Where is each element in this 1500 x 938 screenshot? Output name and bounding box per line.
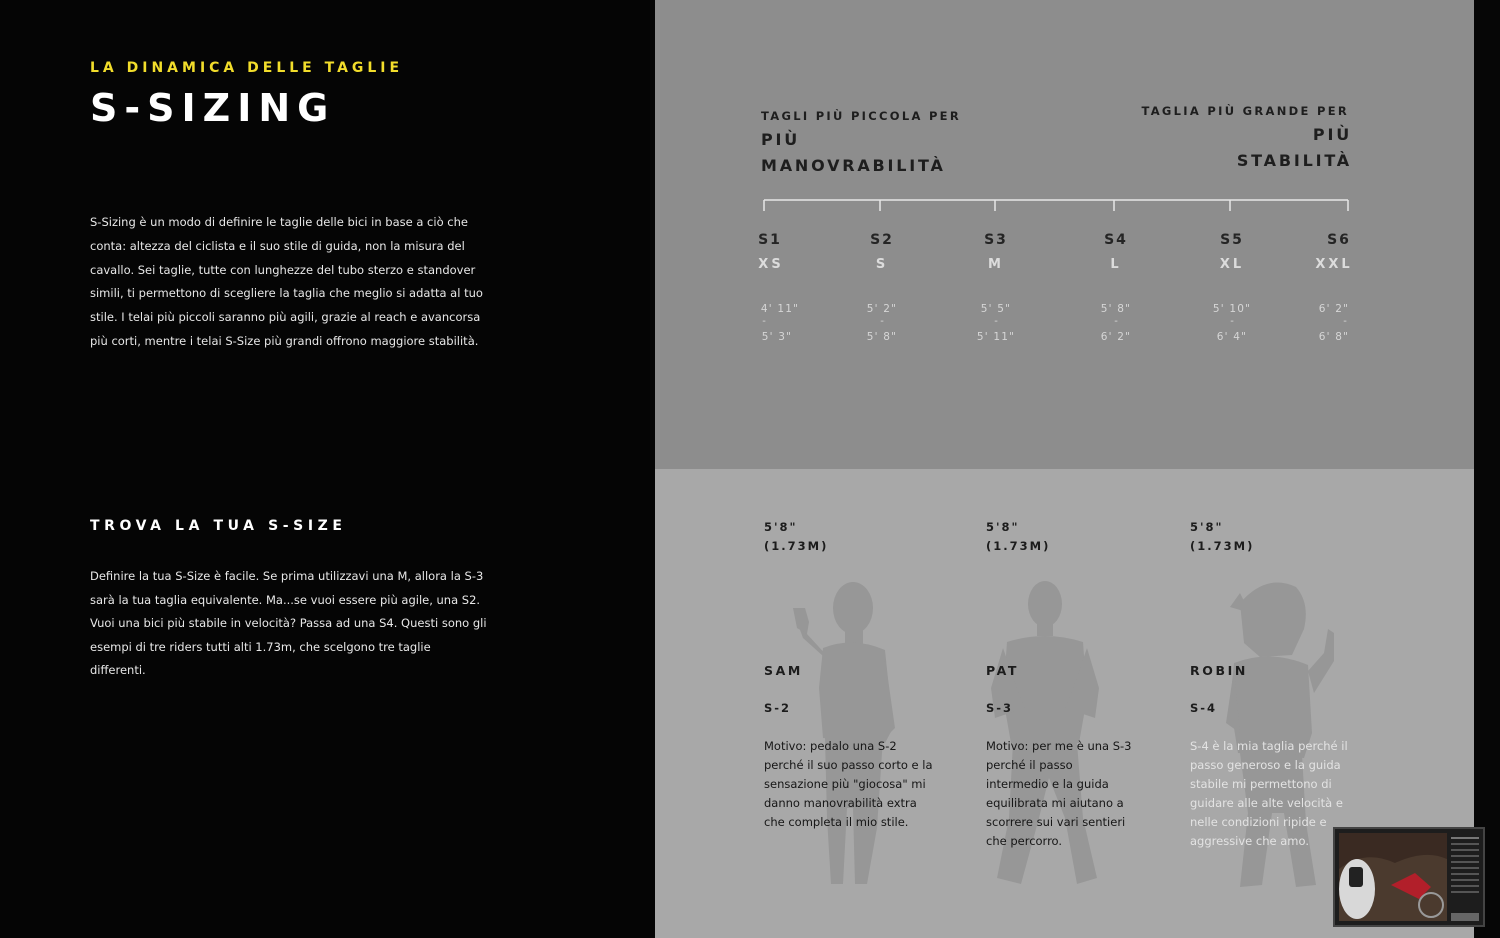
size-code: S4: [1104, 232, 1128, 248]
page-edge: [1474, 0, 1500, 938]
section-subtitle: TROVA LA TUA S-SIZE: [90, 518, 347, 534]
rider-size: S-4: [1190, 701, 1218, 715]
right-scale-heading-2: STABILITÀ: [1236, 151, 1352, 170]
height-max: 5' 3": [761, 331, 793, 343]
rider-quote: Motivo: per me è una S-3 perché il passo intermedio e la guida equilibrata mi aiutano a scorrere sui vari sentieri che percorro.: [986, 739, 1132, 848]
size-letter: M: [988, 257, 1004, 272]
rider-height-m: (1.73M): [764, 539, 829, 553]
rider-name: ROBIN: [1190, 663, 1248, 678]
rider-height-m: (1.73M): [986, 539, 1051, 553]
height-max: 6' 8": [1318, 331, 1350, 343]
height-max: 5' 8": [866, 331, 898, 343]
rider-name: SAM: [764, 663, 803, 678]
kicker: LA DINAMICA DELLE TAGLIE: [90, 60, 404, 76]
rider-size: S-2: [764, 701, 792, 715]
size-code: S3: [984, 232, 1008, 248]
left-panel: [0, 0, 655, 938]
rider-height-ft: 5'8": [986, 520, 1020, 534]
height-dash: -: [762, 316, 766, 327]
next-page-thumbnail[interactable]: [1333, 827, 1485, 927]
right-scale-heading-1: PIÙ: [1312, 125, 1352, 144]
size-letter: L: [1110, 257, 1122, 272]
size-letter: XXL: [1315, 257, 1353, 272]
size-code: S2: [870, 232, 894, 248]
size-code: S6: [1327, 232, 1351, 248]
height-max: 6' 4": [1216, 331, 1248, 343]
height-min: 5' 5": [980, 303, 1012, 315]
rider-height-ft: 5'8": [1190, 520, 1224, 534]
height-min: 5' 8": [1100, 303, 1132, 315]
page-title: S-SIZING: [90, 86, 336, 130]
rider-quote: S-4 è la mia taglia perché il passo generoso e la guida stabile mi permettono di guidare alle alte velocità e nelle condizioni ripide e aggressive che amo.: [1190, 739, 1348, 848]
height-dash: -: [880, 316, 884, 327]
right-scale-caption: TAGLIA PIÙ GRANDE PER: [1141, 104, 1349, 118]
height-max: 5' 11": [976, 331, 1016, 343]
size-code: S1: [758, 232, 782, 248]
rider-height-m: (1.73M): [1190, 539, 1255, 553]
left-scale-heading-1: PIÙ: [761, 130, 801, 149]
height-min: 5' 10": [1212, 303, 1252, 315]
thumbnail-image-icon: [1335, 829, 1483, 925]
size-letter: S: [875, 257, 889, 272]
intro-paragraph: S-Sizing è un modo di definire le taglie delle bici in base a ciò che conta: altezza del ciclista e il suo stile di guida, non la misura del cavallo. Sei taglie, tutte con lunghezze del tubo sterzo e standover simili, ti permettono di scegliere la taglia che meglio si adatta al tuo stile. I telai più piccoli saranno più agili, grazie al reach e avancorsa più corti, mentre i telai S-Size più grandi offrono maggiore stabilità.: [90, 215, 483, 348]
height-max: 6' 2": [1100, 331, 1132, 343]
rider-quote: Motivo: pedalo una S-2 perché il suo passo corto e la sensazione più "giocosa" mi danno manovrabilità extra che completa il mio stile.: [764, 739, 933, 829]
rider-silhouette-icon: [785, 578, 905, 890]
height-dash: -: [1343, 316, 1347, 327]
left-scale-heading-2: MANOVRABILITÀ: [761, 156, 946, 175]
rider-name: PAT: [986, 663, 1020, 678]
rider-size: S-3: [986, 701, 1014, 715]
left-scale-caption: TAGLI PIÙ PICCOLA PER: [761, 109, 961, 123]
height-min: 6' 2": [1318, 303, 1350, 315]
height-min: 4' 11": [760, 303, 800, 315]
size-letter: XS: [758, 257, 784, 272]
height-dash: -: [1114, 316, 1118, 327]
size-code: S5: [1220, 232, 1244, 248]
height-min: 5' 2": [866, 303, 898, 315]
rider-height-ft: 5'8": [764, 520, 798, 534]
size-letter: XL: [1219, 257, 1245, 272]
body-paragraph: Definire la tua S-Size è facile. Se prima utilizzavi una M, allora la S-3 sarà la tua taglia equivalente. Ma...se vuoi essere più agile, una S2. Vuoi una bici più stabile in velocità? Passa ad una S4. Questi sono gli esempi di tre riders tutti alti 1.73m, che scelgono tre taglie differenti.: [90, 569, 487, 678]
height-dash: -: [1230, 316, 1234, 327]
size-scale-ruler: [763, 199, 1349, 211]
height-dash: -: [994, 316, 998, 327]
